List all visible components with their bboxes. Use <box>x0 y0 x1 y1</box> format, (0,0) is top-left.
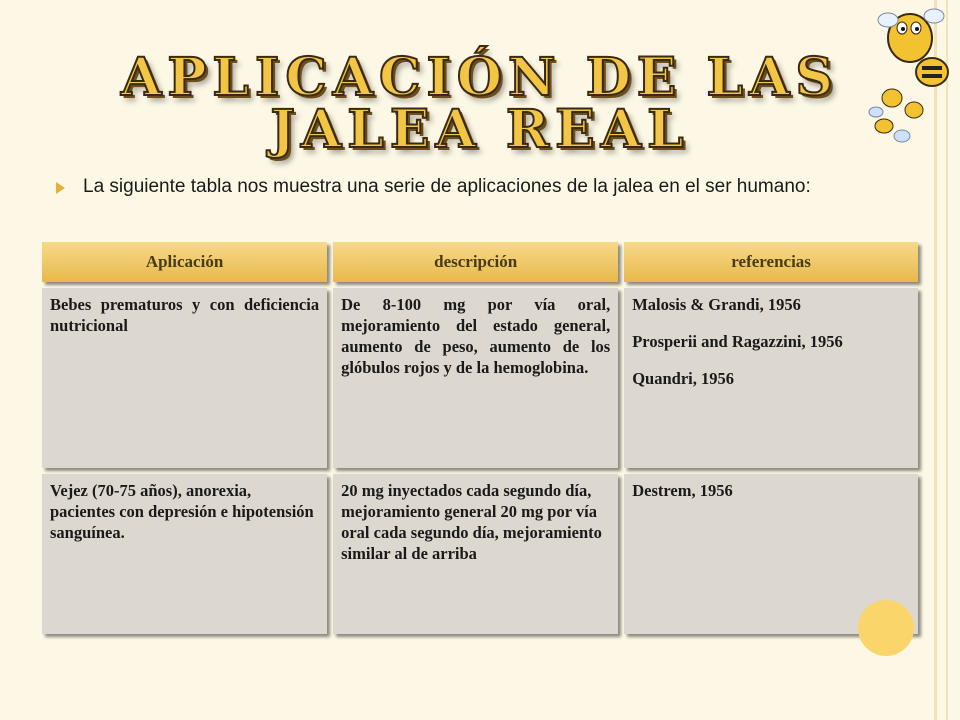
table-row <box>42 474 918 634</box>
header-descripcion: descripción <box>333 242 618 282</box>
table-row <box>42 288 918 468</box>
cell-referencias <box>624 288 918 468</box>
header-referencias: referencias <box>624 242 918 282</box>
applications-table <box>36 236 924 640</box>
reference-item: Malosis & Grandi, 1956 <box>632 295 801 314</box>
cell-aplicacion: Bebes prematuros y con deficiencia nutricional <box>42 288 327 468</box>
header-aplicacion: Aplicación <box>42 242 327 282</box>
slide-title <box>120 47 840 160</box>
cell-descripcion: 20 mg inyectados cada segundo día, mejoramiento general 20 mg por vía oral cada segundo día, mejoramiento similar al de arriba <box>333 474 618 634</box>
reference-item: Destrem, 1956 <box>632 481 733 500</box>
reference-item: Prosperii and Ragazzini, 1956 <box>632 332 843 351</box>
title-line-1: APLICACIÓN DE LAS <box>120 47 839 108</box>
bee-cluster-icon <box>862 2 958 152</box>
bullet-arrow-icon <box>56 182 65 194</box>
title-line-2: JALEA REAL <box>270 99 690 160</box>
cell-descripcion: De 8-100 mg por vía oral, mejoramiento del estado general, aumento de peso, aumento de los glóbulos rojos y de la hemoglobina. <box>333 288 618 468</box>
cell-aplicacion: Vejez (70-75 años), anorexia, pacientes con depresión e hipotensión sanguínea. <box>42 474 327 634</box>
table-header-row <box>42 242 918 282</box>
intro-bullet <box>56 174 926 200</box>
decorative-circle <box>858 600 914 656</box>
reference-item: Quandri, 1956 <box>632 369 734 388</box>
intro-text: La siguiente tabla nos muestra una serie de aplicaciones de la jalea en el ser humano: <box>83 176 811 197</box>
